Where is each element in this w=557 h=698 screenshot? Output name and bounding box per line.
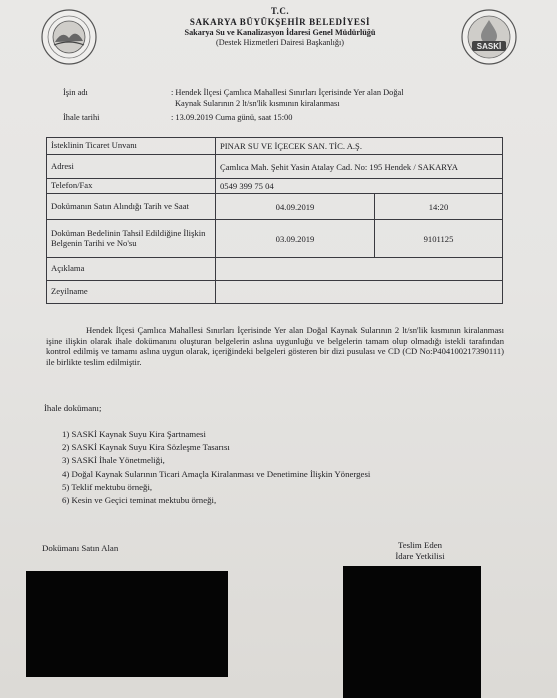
deliverer-label: Teslim Eden: [397, 540, 443, 550]
list-item: 4) Doğal Kaynak Sularının Ticari Amaçla Kiralanması ve Denetimine İlişkin Yönergesi: [62, 468, 371, 479]
trade-name-value: PINAR SU VE İÇECEK SAN. TİC. A.Ş.: [216, 138, 503, 155]
phone-label: Telefon/Fax: [47, 179, 216, 194]
purchase-datetime-label: Dokümanın Satın Alındığı Tarih ve Saat: [47, 194, 216, 220]
header-tc: T.C.: [270, 6, 290, 16]
addendum-label: Zeyilname: [47, 281, 216, 304]
description-label: Açıklama: [47, 258, 216, 281]
table-row: [47, 194, 503, 220]
table-row: [47, 258, 503, 281]
documents-title: İhale dokümanı;: [44, 403, 102, 413]
table-row: [47, 155, 503, 179]
job-value-line2: Kaynak Sularının 2 lt/sn'lik kısmının kiralanması: [175, 98, 340, 108]
redaction-box-left: [26, 571, 228, 677]
saski-logo-icon: [460, 8, 518, 66]
documents-list: [62, 428, 370, 507]
table-row: [47, 179, 503, 194]
header-directorate: Sakarya Su ve Kanalizasyon İdaresi Genel Müdürlüğü: [184, 28, 376, 37]
authority-label: İdare Yetkilisi: [395, 551, 445, 561]
table-row: [47, 220, 503, 258]
purchase-date-value: 04.09.2019: [216, 194, 375, 220]
address-value: Çamlıca Mah. Şehit Yasin Atalay Cad. No: 195 Hendek / SAKARYA: [216, 155, 503, 179]
phone-value: 0549 399 75 04: [216, 179, 503, 194]
list-item: 3) SASKİ İhale Yönetmeliği,: [62, 455, 165, 466]
trade-name-label: İsteklinin Ticaret Unvanı: [47, 138, 216, 155]
address-label: Adresi: [47, 155, 216, 179]
payment-doc-label: Doküman Bedelinin Tahsil Edildiğine İlişkin Belgenin Tarihi ve No'su: [47, 220, 216, 258]
header-department: (Destek Hizmetleri Dairesi Başkanlığı): [215, 38, 344, 47]
logo-text: SASKİ: [476, 42, 502, 51]
tender-date-value: : 13.09.2019 Cuma günü, saat 15:00: [171, 113, 293, 122]
letterhead: [120, 6, 440, 47]
list-item: 5) Teklif mektubu örneği,: [62, 481, 153, 492]
list-item: 6) Kesin ve Geçici teminat mektubu örneği,: [62, 495, 217, 506]
buyer-signature-label: Dokümanı Satın Alan: [42, 543, 119, 553]
addendum-value: [216, 281, 503, 304]
list-item: 1) SASKİ Kaynak Suyu Kira Şartnamesi: [62, 429, 206, 439]
list-item: 2) SASKİ Kaynak Suyu Kira Sözleşme Tasarısı: [62, 442, 230, 453]
payment-doc-date-value: 03.09.2019: [216, 220, 375, 258]
header-organization: SAKARYA BÜYÜKŞEHİR BELEDİYESİ: [189, 17, 371, 27]
job-value-line1: : Hendek İlçesi Çamlıca Mahallesi Sınırları İçerisinde Yer alan Doğal: [171, 88, 404, 97]
delivery-statement: Hendek İlçesi Çamlıca Mahallesi Sınırları İçerisinde Yer alan Doğal Kaynak Sularının 2 lt/sn'lik kısmının kiralanması işine ilişkin olarak ihale dokümanını oluşturan belgelerin aslına uygunluğu ve belgelerin tamam olup olmadığı istekli tarafından kontrol edilmiş ve tamamı aslına uygun olarak, içeriğindeki belgeleri gösteren bir dizi pusulası ve CD (CD No:P404100217390111) ile birlikte teslim edilmiştir.: [46, 325, 504, 367]
tender-date-label: İhale tarihi: [63, 113, 100, 122]
redaction-box-right: [343, 566, 481, 698]
municipality-seal-icon: [40, 8, 98, 66]
table-row: [47, 281, 503, 304]
purchase-time-value: 14:20: [375, 194, 503, 220]
tender-info: [63, 88, 503, 124]
table-row: [47, 138, 503, 155]
description-value: [216, 258, 503, 281]
payment-doc-number-value: 9101125: [375, 220, 503, 258]
bidder-table: [46, 137, 503, 304]
job-label: İşin adı: [63, 88, 88, 97]
deliverer-signature-block: [370, 540, 470, 562]
